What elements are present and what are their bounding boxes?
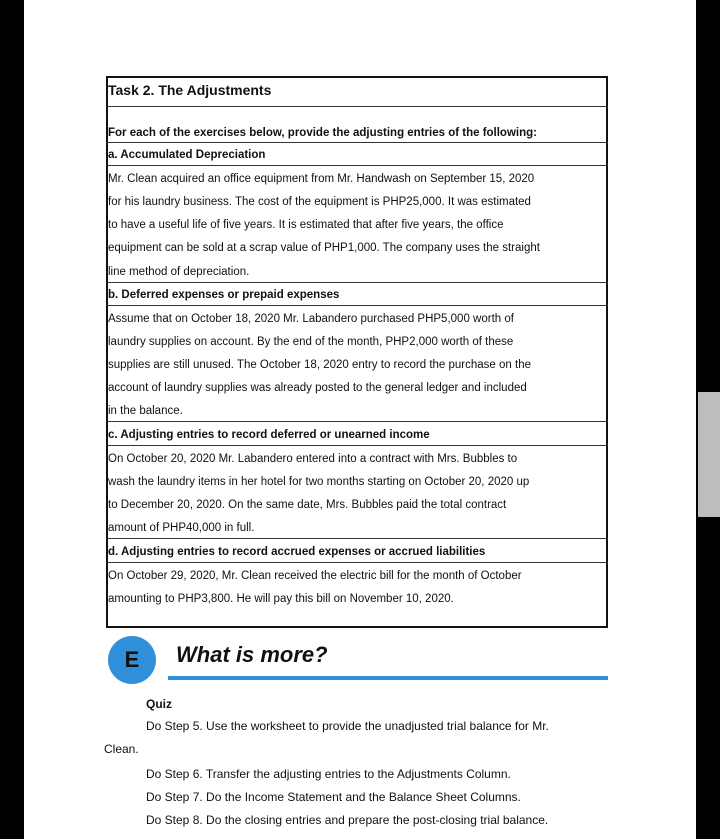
quiz-step-5: Do Step 5. Use the worksheet to provide the unadjusted trial balance for Mr.: [146, 719, 549, 733]
divider: [106, 142, 608, 143]
text-line: supplies are still unused. The October 18, 2020 entry to record the purchase on the: [108, 359, 531, 371]
divider: [106, 445, 608, 446]
text-line: in the balance.: [108, 405, 183, 417]
title-divider: [106, 106, 608, 107]
quiz-step-5-cont: Clean.: [104, 742, 139, 756]
text-line: to December 20, 2020. On the same date, Mrs. Bubbles paid the total contract: [108, 499, 507, 511]
text-line: to have a useful life of five years. It is estimated that after five years, the office: [108, 219, 504, 231]
text-line: equipment can be sold at a scrap value of PHP1,000. The company uses the straight: [108, 242, 540, 254]
quiz-step-8: Do Step 8. Do the closing entries and prepare the post-closing trial balance.: [146, 813, 549, 827]
section-title: What is more?: [176, 642, 328, 667]
divider: [106, 562, 608, 563]
heading-b: b. Deferred expenses or prepaid expenses: [108, 289, 340, 301]
heading-c: c. Adjusting entries to record deferred or unearned income: [108, 429, 430, 441]
scrollbar-thumb[interactable]: [698, 392, 720, 517]
quiz-label: Quiz: [146, 697, 172, 711]
divider: [106, 421, 608, 422]
text-line: amount of PHP40,000 in full.: [108, 522, 255, 534]
text-line: laundry supplies on account. By the end of the month, PHP2,000 worth of these: [108, 336, 514, 348]
quiz-step-6: Do Step 6. Transfer the adjusting entries to the Adjustments Column.: [146, 767, 511, 781]
text-line: Mr. Clean acquired an office equipment from Mr. Handwash on September 15, 2020: [108, 173, 535, 185]
divider: [106, 538, 608, 539]
task-title: Task 2. The Adjustments: [108, 82, 272, 98]
text-line: amounting to PHP3,800. He will pay this bill on November 10, 2020.: [108, 593, 454, 605]
heading-a: a. Accumulated Depreciation: [108, 149, 266, 161]
text-line: On October 20, 2020 Mr. Labandero entered into a contract with Mrs. Bubbles to: [108, 453, 518, 465]
text-line: Assume that on October 18, 2020 Mr. Labandero purchased PHP5,000 worth of: [108, 313, 514, 325]
section-underline: [168, 676, 608, 680]
text-line: account of laundry supplies was already posted to the general ledger and included: [108, 382, 527, 394]
text-line: wash the laundry items in her hotel for two months starting on October 20, 2020 up: [108, 476, 530, 488]
divider: [106, 305, 608, 306]
divider: [106, 165, 608, 166]
heading-d: d. Adjusting entries to record accrued expenses or accrued liabilities: [108, 546, 486, 558]
divider: [106, 282, 608, 283]
text-line: On October 29, 2020, Mr. Clean received the electric bill for the month of October: [108, 570, 522, 582]
text-line: for his laundry business. The cost of the equipment is PHP25,000. It was estimated: [108, 196, 531, 208]
quiz-step-7: Do Step 7. Do the Income Statement and the Balance Sheet Columns.: [146, 790, 521, 804]
task-intro: For each of the exercises below, provide the adjusting entries of the following:: [108, 127, 537, 139]
section-badge-icon: E: [108, 636, 156, 684]
text-line: line method of depreciation.: [108, 266, 250, 278]
